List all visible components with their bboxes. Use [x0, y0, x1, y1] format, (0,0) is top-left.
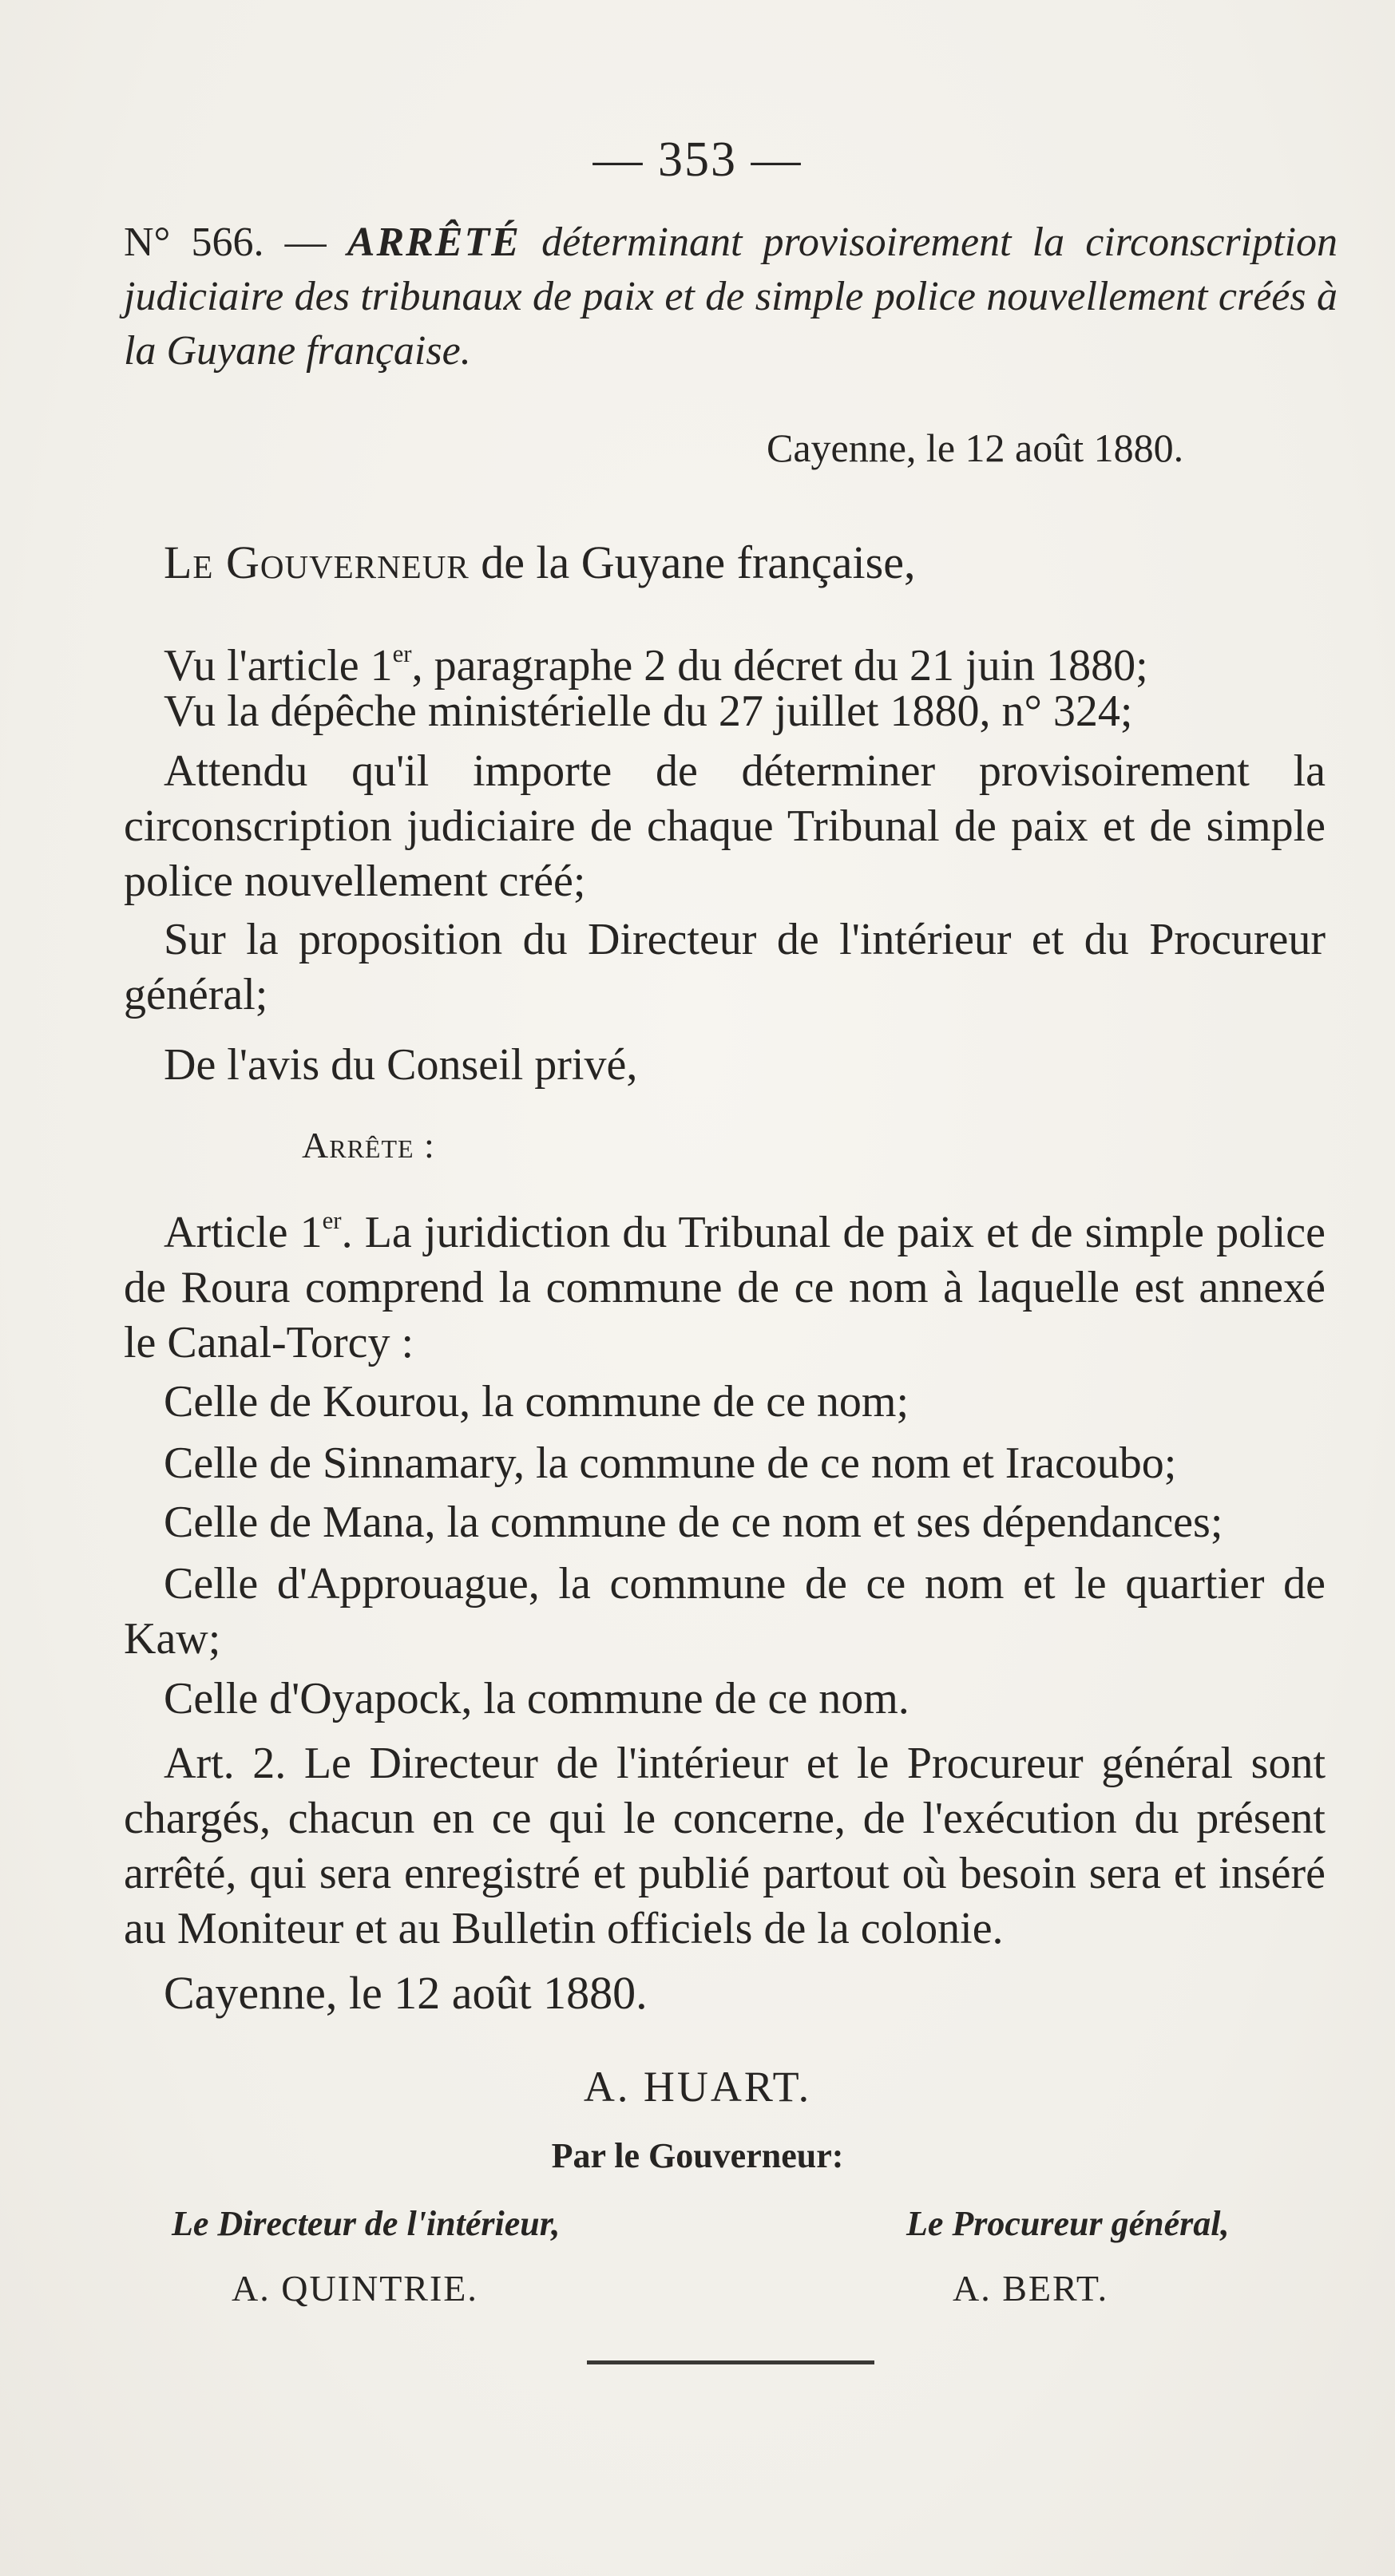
governor-title: Le Gouverneur [164, 536, 470, 588]
avis-paragraph: De l'avis du Conseil privé, [164, 1040, 638, 1090]
page-number: — 353 — [592, 133, 803, 187]
date-bottom: Cayenne, le 12 août 1880. [164, 1967, 648, 2019]
celle-sinnamary: Celle de Sinnamary, la commune de ce nom et Iracoubo; [164, 1438, 1177, 1488]
article-1-post: . La juridiction du Tribunal de paix et de simple police de Roura comprend la commune de ce nom à laquelle est annexé le Canal-Torcy : [124, 1208, 1326, 1368]
decree-title-main: ARRÊTÉ [347, 220, 521, 265]
signature-huart: A. HUART. [583, 2063, 812, 2111]
closing-rule [587, 2360, 874, 2364]
article-1-sup: er [322, 1207, 342, 1234]
celle-approuague: Celle d'Approuague, la commune de ce nom et le quartier de Kaw; [124, 1559, 1326, 1664]
vu-depeche: Vu la dépêche ministérielle du 27 juillet 1880, n° 324; [164, 687, 1133, 736]
governor-line [124, 535, 1326, 590]
vu-article-pre: Vu l'article 1 [164, 641, 393, 691]
celle-mana: Celle de Mana, la commune de ce nom et ses dépendances; [164, 1498, 1223, 1547]
vu-article-post: , paragraphe 2 du décret du 21 juin 1880; [411, 641, 1148, 691]
article-1-pre: Article 1 [164, 1208, 323, 1258]
article-2: Art. 2. Le Directeur de l'intérieur et le Procureur général sont chargés, chacun en ce qui le concerne, de l'exécution du présent arrêté, qui sera enregistré et publié partout où besoin sera et inséré au Moniteur et au Bulletin officiels de la colonie. [124, 1739, 1326, 1953]
director-title: Le Directeur de l'intérieur, [172, 2204, 561, 2243]
vu-article-sup: er [392, 640, 412, 667]
decree-title-rest: déterminant provisoirement la circonscription judiciaire des tribunaux de paix et de simple police nouvellement créés à la Guyane française. [124, 220, 1338, 374]
procureur-title: Le Procureur général, [906, 2204, 1230, 2243]
celle-oyapock: Celle d'Oyapock, la commune de ce nom. [164, 1674, 910, 1723]
proposition-paragraph: Sur la proposition du Directeur de l'intérieur et du Procureur général; [124, 915, 1326, 1019]
article-1 [124, 1193, 1326, 1371]
attendu-paragraph: Attendu qu'il importe de déterminer provisoirement la circonscription judiciaire de chaque Tribunal de paix et de simple police nouvellement créé; [124, 746, 1326, 906]
arrete-heading: Arrête : [302, 1125, 435, 1165]
celle-kourou: Celle de Kourou, la commune de ce nom; [164, 1377, 910, 1426]
par-le-gouverneur: Par le Gouverneur: [551, 2136, 844, 2175]
date-line: Cayenne, le 12 août 1880. [767, 425, 1184, 470]
decree-heading [124, 216, 1338, 378]
decree-number: N° 566. — [124, 220, 327, 265]
procureur-name: A. BERT. [953, 2268, 1109, 2309]
director-name: A. QUINTRIE. [232, 2268, 478, 2309]
governor-rest: de la Guyane française, [469, 536, 916, 588]
